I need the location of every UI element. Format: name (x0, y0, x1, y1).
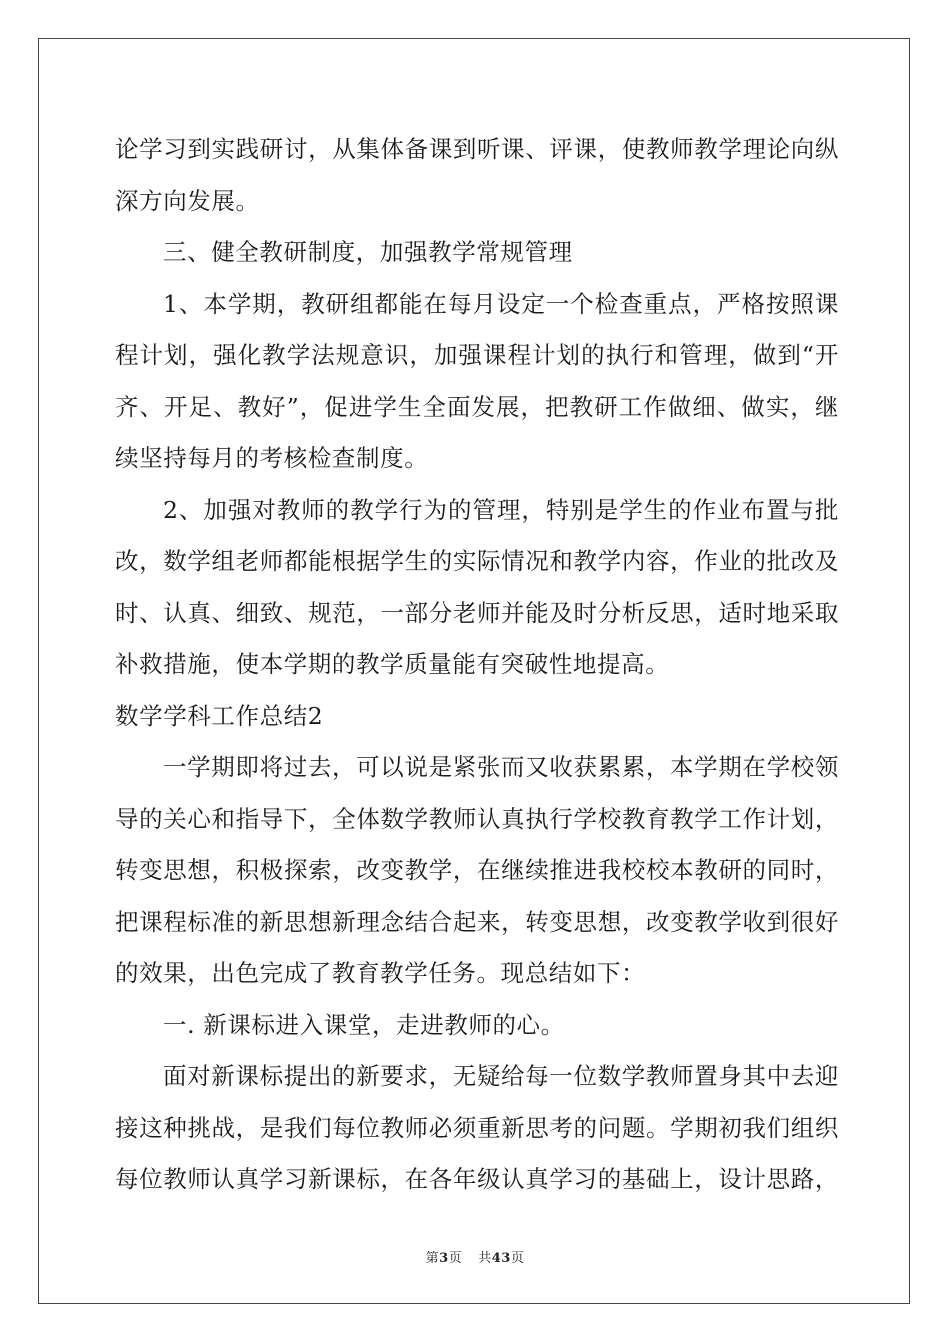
body-line: 齐、开足、教好”，促进学生全面发展，把教研工作做细、做实，继 (115, 392, 839, 421)
footer-total-prefix: 共 (478, 1251, 492, 1266)
current-page-number: 3 (439, 1251, 449, 1266)
body-line: 时、认真、细致、规范，一部分老师并能及时分析反思，适时地采取 (115, 598, 839, 627)
body-line: 转变思想，积极探索，改变教学，在继续推进我校校本教研的同时， (115, 856, 839, 884)
footer-page-suffix: 页 (448, 1251, 463, 1266)
body-line: 程计划，强化教学法规意识，加强课程计划的执行和管理，做到“开 (115, 341, 839, 369)
body-line: 1、本学期，教研组都能在每月设定一个检查重点，严格按照课 (163, 289, 839, 318)
body-line: 导的关心和指导下，全体数学教师认真执行学校教育教学工作计划， (115, 804, 839, 833)
body-line: 接这种挑战，是我们每位教师必须重新思考的问题。学期初我们组织 (115, 1113, 839, 1142)
page-footer (0, 1247, 950, 1266)
body-line: 改，数学组老师都能根据学生的实际情况和教学内容，作业的批改及 (115, 547, 839, 575)
body-line: 每位教师认真学习新课标，在各年级认真学习的基础上，设计思路， (115, 1165, 839, 1193)
document-body (115, 124, 839, 1206)
footer-total-suffix: 页 (510, 1251, 525, 1266)
section-heading: 三、健全教研制度，加强教学常规管理 (163, 238, 573, 266)
body-line: 把课程标准的新思想新理念结合起来，转变思想，改变教学收到很好 (115, 907, 839, 936)
body-line: 补救措施，使本学期的教学质量能有突破性地提高。 (115, 650, 670, 678)
body-line: 论学习到实践研讨，从集体备课到听课、评课，使教师教学理论向纵 (115, 135, 839, 163)
body-line: 的效果，出色完成了教育教学任务。现总结如下： (115, 959, 646, 987)
body-line: 一学期即将过去，可以说是紧张而又收获累累，本学期在学校领 (163, 753, 839, 781)
article-title: 数学学科工作总结2 (115, 701, 324, 730)
section-heading: 一. 新课标进入课堂，走进教师的心。 (163, 1010, 565, 1039)
body-line: 面对新课标提出的新要求，无疑给每一位数学教师置身其中去迎 (163, 1062, 839, 1090)
body-line: 续坚持每月的考核检查制度。 (115, 444, 429, 472)
body-line: 深方向发展。 (115, 186, 260, 215)
total-page-count: 43 (491, 1251, 511, 1266)
footer-prefix: 第 (425, 1251, 440, 1266)
body-line: 2、加强对教师的教学行为的管理，特别是学生的作业布置与批 (163, 495, 839, 524)
